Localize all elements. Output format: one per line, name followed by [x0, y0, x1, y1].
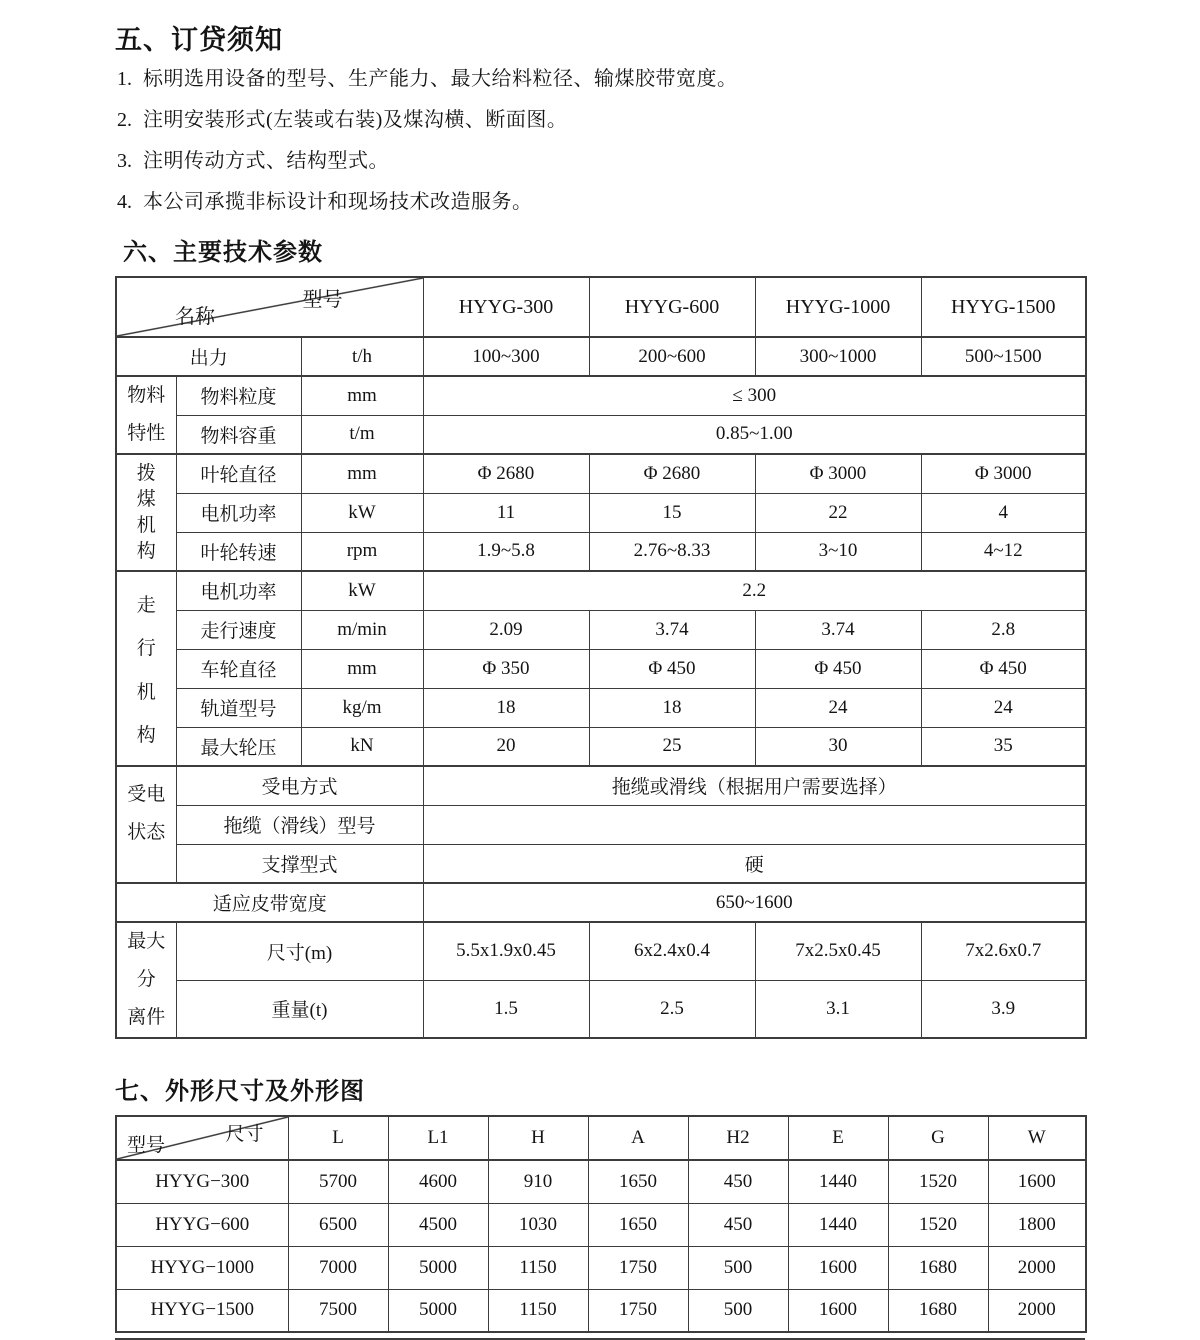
table-cell: 3.74: [589, 610, 755, 649]
column-header: L1: [388, 1116, 488, 1160]
table-row: [116, 883, 1086, 922]
table-cell-merged: 650~1600: [423, 883, 1086, 922]
table-cell: 300~1000: [755, 337, 921, 376]
table-cell-merged: [423, 805, 1086, 844]
table-row: [116, 688, 1086, 727]
table-row: [116, 376, 1086, 415]
column-header: H2: [688, 1116, 788, 1160]
table-row: [116, 1289, 1086, 1332]
column-header: A: [588, 1116, 688, 1160]
row-unit: m/min: [301, 610, 423, 649]
table-cell: 24: [755, 688, 921, 727]
table-cell: 7x2.6x0.7: [921, 922, 1086, 980]
list-item-number: 3.: [117, 150, 132, 172]
ordering-notes-list: [115, 67, 1085, 214]
table-cell: 6500: [288, 1203, 388, 1246]
table-cell: 2.8: [921, 610, 1086, 649]
list-item-text: 注明安装形式(左装或右装)及煤沟横、断面图。: [143, 109, 568, 131]
row-model: HYYG−1500: [116, 1289, 288, 1332]
table-cell: Φ 3000: [755, 454, 921, 493]
table-cell: 24: [921, 688, 1086, 727]
row-unit: rpm: [301, 532, 423, 571]
table-header-row: [116, 1116, 1086, 1160]
diagonal-header-cell: [116, 1116, 288, 1160]
table-cell: 3~10: [755, 532, 921, 571]
table-cell: 15: [589, 493, 755, 532]
column-header: W: [988, 1116, 1086, 1160]
table-cell: 500: [688, 1246, 788, 1289]
row-unit: kN: [301, 727, 423, 766]
table-cell: 4: [921, 493, 1086, 532]
list-item-number: 4.: [117, 191, 132, 213]
table-cell: 4~12: [921, 532, 1086, 571]
table-row: [116, 610, 1086, 649]
row-unit: kW: [301, 493, 423, 532]
row-label: 叶轮直径: [176, 454, 301, 493]
table-cell: 2.5: [589, 980, 755, 1038]
table-row: [116, 493, 1086, 532]
table-row: [116, 649, 1086, 688]
table-cell: 1150: [488, 1246, 588, 1289]
table-cell: 1650: [588, 1160, 688, 1203]
row-model: HYYG−1000: [116, 1246, 288, 1289]
corner-label-name: 名称: [175, 306, 215, 328]
table-cell: Φ 450: [755, 649, 921, 688]
table-cell: 200~600: [589, 337, 755, 376]
table-cell: 1520: [888, 1203, 988, 1246]
table-cell: 4500: [388, 1203, 488, 1246]
table-cell: 1680: [888, 1246, 988, 1289]
table-header-row: [116, 277, 1086, 337]
table-cell: 1600: [988, 1160, 1086, 1203]
model-header: HYYG-300: [423, 277, 589, 337]
table-row: [116, 805, 1086, 844]
table-row: [116, 980, 1086, 1038]
list-item: [117, 67, 1085, 91]
table-cell: 450: [688, 1160, 788, 1203]
section5-heading: 五、订贷须知: [115, 25, 283, 55]
table-cell: 3.1: [755, 980, 921, 1038]
table-cell: 30: [755, 727, 921, 766]
row-unit: mm: [301, 649, 423, 688]
table-cell: 1750: [588, 1246, 688, 1289]
table-cell: 450: [688, 1203, 788, 1246]
table-cell: 2000: [988, 1246, 1086, 1289]
table-row: [116, 415, 1086, 454]
table-cell-merged: 2.2: [423, 571, 1086, 610]
table-cell: Φ 450: [921, 649, 1086, 688]
row-label: 受电方式: [176, 766, 423, 805]
group-label-power-supply: 受电 状态: [116, 766, 176, 883]
row-label: 轨道型号: [176, 688, 301, 727]
row-label: 出力: [116, 337, 301, 376]
row-label: 重量(t): [176, 980, 423, 1038]
column-header: H: [488, 1116, 588, 1160]
table-row: [116, 1246, 1086, 1289]
table-cell: 18: [423, 688, 589, 727]
table-cell: 18: [589, 688, 755, 727]
table-cell: 5.5x1.9x0.45: [423, 922, 589, 980]
model-header: HYYG-600: [589, 277, 755, 337]
model-header: HYYG-1500: [921, 277, 1086, 337]
row-label: 最大轮压: [176, 727, 301, 766]
row-label: 适应皮带宽度: [116, 883, 423, 922]
table-cell: 1.9~5.8: [423, 532, 589, 571]
row-label: 物料容重: [176, 415, 301, 454]
table-row: [116, 454, 1086, 493]
row-label: 叶轮转速: [176, 532, 301, 571]
table-cell: 3.74: [755, 610, 921, 649]
table-row: [116, 1203, 1086, 1246]
table-cell: 1.5: [423, 980, 589, 1038]
row-unit: t/h: [301, 337, 423, 376]
technical-parameters-table: [115, 276, 1087, 1039]
column-header: L: [288, 1116, 388, 1160]
table-cell: 1680: [888, 1289, 988, 1332]
row-label: 尺寸(m): [176, 922, 423, 980]
table-row: [116, 766, 1086, 805]
row-label: 电机功率: [176, 571, 301, 610]
row-unit: kg/m: [301, 688, 423, 727]
table-row: [116, 532, 1086, 571]
table-cell: 1440: [788, 1203, 888, 1246]
table-cell: 1650: [588, 1203, 688, 1246]
table-cell: 1600: [788, 1289, 888, 1332]
table-cell: 3.9: [921, 980, 1086, 1038]
section6-heading: 六、主要技术参数: [123, 239, 323, 266]
table-cell: 7x2.5x0.45: [755, 922, 921, 980]
list-item-text: 标明选用设备的型号、生产能力、最大给料粒径、输煤胶带宽度。: [143, 68, 738, 90]
table-cell: 1030: [488, 1203, 588, 1246]
table-cell: 4600: [388, 1160, 488, 1203]
row-label: 拖缆（滑线）型号: [176, 805, 423, 844]
row-label: 车轮直径: [176, 649, 301, 688]
table-cell: Φ 450: [589, 649, 755, 688]
row-label: 走行速度: [176, 610, 301, 649]
list-item: [117, 149, 1085, 173]
row-model: HYYG−300: [116, 1160, 288, 1203]
table-cell: 1750: [588, 1289, 688, 1332]
model-header: HYYG-1000: [755, 277, 921, 337]
table-cell: 1800: [988, 1203, 1086, 1246]
table-cell: 7500: [288, 1289, 388, 1332]
table-cell: 1600: [788, 1246, 888, 1289]
table-cell: 1150: [488, 1289, 588, 1332]
group-label-max-split-part: 最大分 离件: [116, 922, 176, 1038]
table-cell: Φ 350: [423, 649, 589, 688]
table-cell: 2.76~8.33: [589, 532, 755, 571]
table-cell: 1440: [788, 1160, 888, 1203]
column-header: E: [788, 1116, 888, 1160]
table-cell-merged: 0.85~1.00: [423, 415, 1086, 454]
table-cell-merged: 硬: [423, 844, 1086, 883]
table-cell: 1520: [888, 1160, 988, 1203]
column-header: G: [888, 1116, 988, 1160]
list-item-number: 1.: [117, 68, 132, 90]
table-cell: 5000: [388, 1246, 488, 1289]
table-cell: 20: [423, 727, 589, 766]
table-cell: 11: [423, 493, 589, 532]
table-cell-merged: ≤ 300: [423, 376, 1086, 415]
table-row: [116, 727, 1086, 766]
corner-label-model: 型号: [127, 1135, 166, 1156]
row-unit: kW: [301, 571, 423, 610]
group-label-coal-plucking: 拨 煤 机 构: [116, 454, 176, 571]
table-cell: 100~300: [423, 337, 589, 376]
row-label: 电机功率: [176, 493, 301, 532]
table-cell: 2.09: [423, 610, 589, 649]
table-cell: 2000: [988, 1289, 1086, 1332]
table-cell: 500: [688, 1289, 788, 1332]
table-cell: 500~1500: [921, 337, 1086, 376]
table-cell: Φ 2680: [589, 454, 755, 493]
table-row: [116, 922, 1086, 980]
row-model: HYYG−600: [116, 1203, 288, 1246]
diagonal-header-cell: [116, 277, 423, 337]
table-row: [116, 1160, 1086, 1203]
table-cell: 25: [589, 727, 755, 766]
list-item: [117, 108, 1085, 132]
list-item: [117, 190, 1085, 214]
dimensions-table: [115, 1115, 1087, 1333]
list-item-number: 2.: [117, 109, 132, 131]
table-row: [116, 337, 1086, 376]
table-cell: Φ 3000: [921, 454, 1086, 493]
row-unit: mm: [301, 454, 423, 493]
table-cell: 7000: [288, 1246, 388, 1289]
row-unit: mm: [301, 376, 423, 415]
table-cell: Φ 2680: [423, 454, 589, 493]
table-cell: 35: [921, 727, 1086, 766]
table-cell: 22: [755, 493, 921, 532]
table-row: [116, 844, 1086, 883]
row-unit: t/m: [301, 415, 423, 454]
corner-label-model: 型号: [302, 289, 343, 311]
list-item-text: 注明传动方式、结构型式。: [143, 150, 389, 172]
section7-heading: 七、外形尺寸及外形图: [115, 1078, 365, 1105]
group-label-travel-mechanism: 走 行 机 构: [116, 571, 176, 766]
table-cell: 5000: [388, 1289, 488, 1332]
row-label: 支撑型式: [176, 844, 423, 883]
list-item-text: 本公司承揽非标设计和现场技术改造服务。: [143, 191, 533, 213]
table-row: [116, 571, 1086, 610]
table-cell: 5700: [288, 1160, 388, 1203]
table-cell: 6x2.4x0.4: [589, 922, 755, 980]
row-label: 物料粒度: [176, 376, 301, 415]
table-cell-merged: 拖缆或滑线（根据用户需要选择）: [423, 766, 1086, 805]
corner-label-dimension: 尺寸: [225, 1124, 264, 1145]
table-cell: 910: [488, 1160, 588, 1203]
group-label-material: 物料 特性: [116, 376, 176, 454]
